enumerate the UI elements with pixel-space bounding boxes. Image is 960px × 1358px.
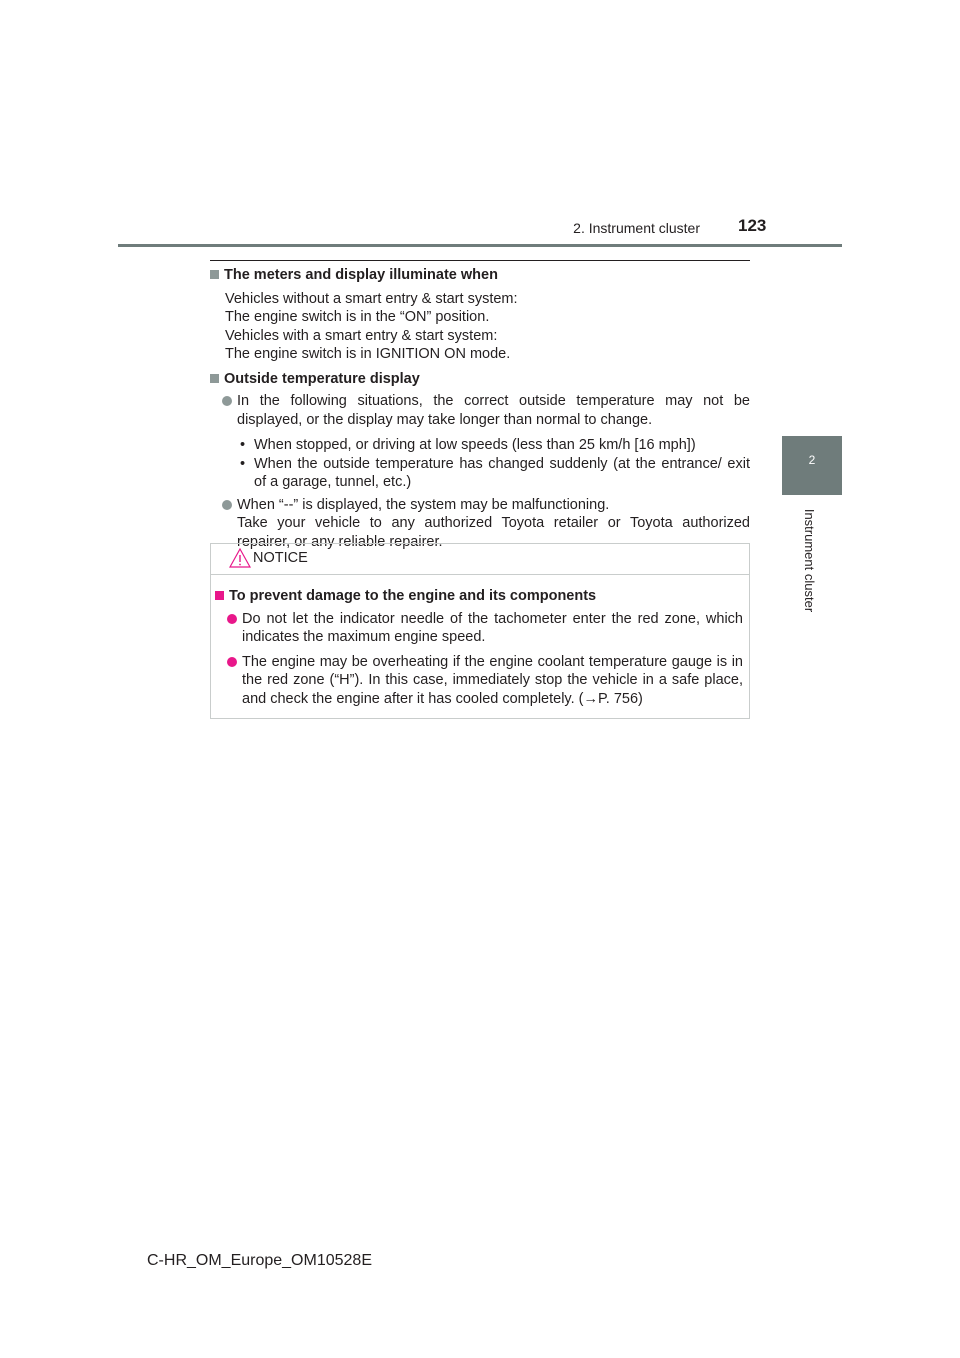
round-bullet-icon bbox=[222, 396, 232, 406]
section-body-illumination bbox=[225, 290, 750, 364]
chapter-label-wrap bbox=[800, 500, 820, 620]
notice-title: To prevent damage to the engine and its components bbox=[215, 587, 743, 606]
notice-box bbox=[210, 543, 750, 719]
section-title-temperature: Outside temperature display bbox=[210, 370, 750, 389]
square-bullet-icon bbox=[210, 270, 219, 279]
sub-item: • When the outside temperature has changed suddenly (at the entrance/ exit of a garage, tunnel, etc.) bbox=[240, 455, 750, 490]
page-number: 123 bbox=[738, 216, 767, 235]
notice-bullet: Do not let the indicator needle of the tachometer enter the red zone, which indicates the maximum engine speed. bbox=[227, 610, 743, 647]
bullet-item: In the following situations, the correct outside temperature may not be displayed, or the display may take longer than normal to change. bbox=[222, 392, 750, 429]
text-line: The engine switch is in IGNITION ON mode. bbox=[225, 346, 511, 362]
round-bullet-icon bbox=[227, 614, 237, 624]
content bbox=[210, 266, 750, 551]
notice-header bbox=[211, 544, 749, 575]
header-rule bbox=[118, 244, 842, 247]
warning-triangle-icon bbox=[229, 548, 251, 568]
text-line: Vehicles without a smart entry & start system: bbox=[225, 290, 518, 307]
chapter-label: Instrument cluster bbox=[802, 508, 818, 612]
sub-item: • When stopped, or driving at low speeds (less than 25 km/h [16 mph]) bbox=[240, 437, 696, 453]
bullet-line: Take your vehicle to any authorized Toyota retailer or Toyota authorized repairer, or any reliable repairer. bbox=[237, 515, 750, 550]
notice-body bbox=[211, 575, 749, 708]
round-bullet-icon bbox=[227, 657, 237, 667]
notice-bullet: The engine may be overheating if the engine coolant temperature gauge is in the red zone (“H”). In this case, immediately stop the vehicle in a safe place, and check the engine after it has cooled completely. (→P. 756) bbox=[227, 653, 743, 709]
chapter-tab: 2 bbox=[782, 436, 842, 495]
sub-list bbox=[240, 436, 750, 492]
square-bullet-icon bbox=[215, 591, 224, 600]
running-header: 2. Instrument cluster bbox=[573, 220, 700, 236]
content-rule bbox=[210, 260, 750, 261]
text-line: Vehicles with a smart entry & start system: bbox=[225, 327, 498, 344]
bullet-line: When “--” is displayed, the system may be malfunctioning. bbox=[237, 496, 610, 513]
section-title-illumination: The meters and display illuminate when bbox=[210, 266, 750, 285]
footer-doc-id: C-HR_OM_Europe_OM10528E bbox=[147, 1252, 372, 1269]
notice-label: NOTICE bbox=[253, 550, 308, 566]
round-bullet-icon bbox=[222, 500, 232, 510]
square-bullet-icon bbox=[210, 374, 219, 383]
text-line: The engine switch is in the “ON” position. bbox=[225, 309, 490, 325]
